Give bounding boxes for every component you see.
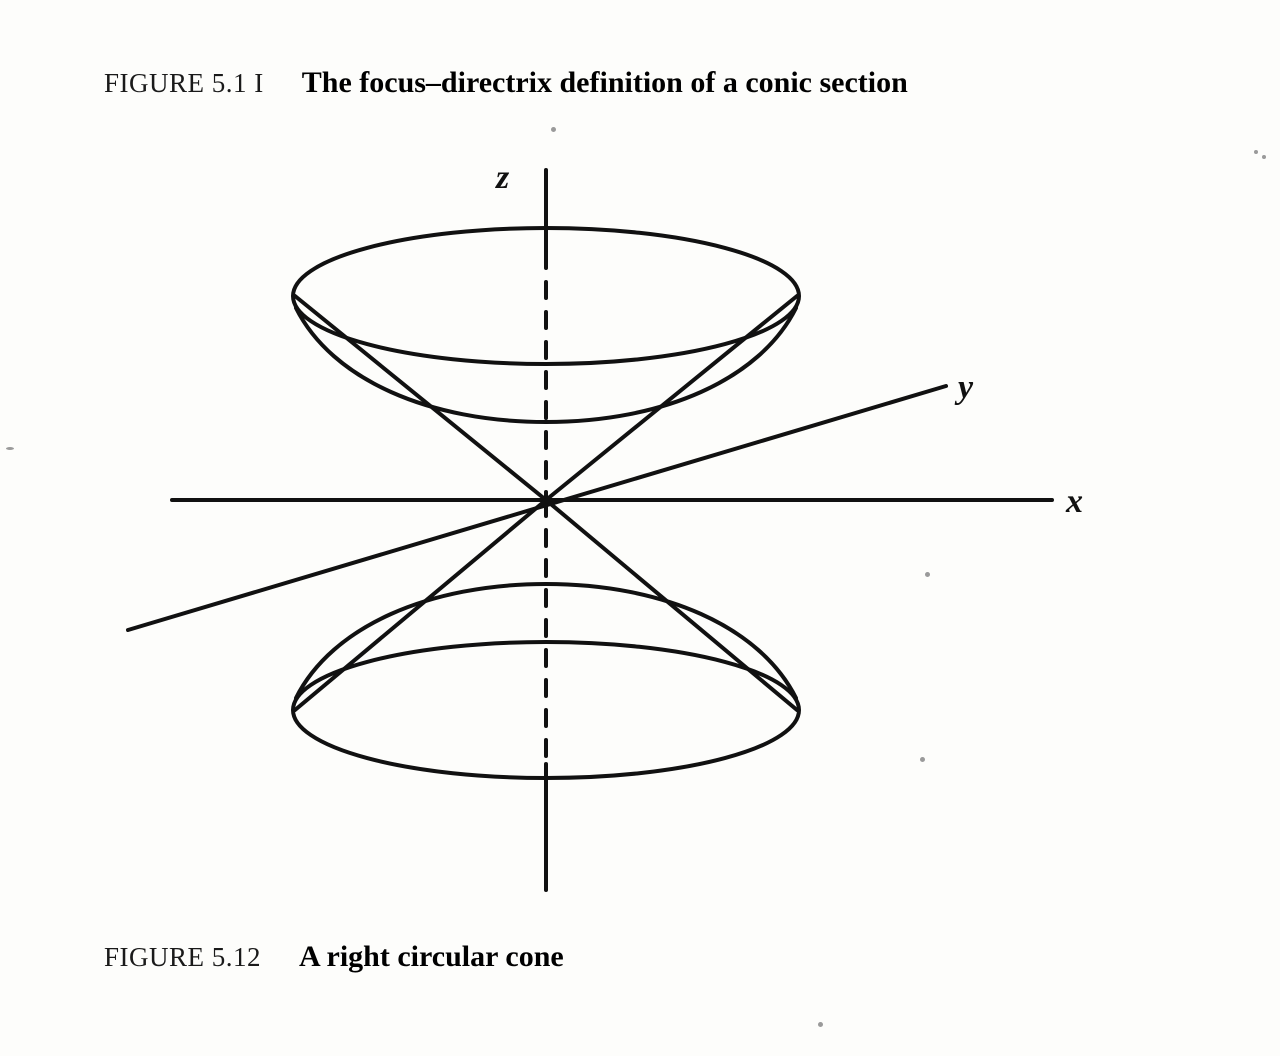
scan-speck bbox=[1254, 150, 1258, 154]
scan-speck bbox=[1262, 155, 1266, 159]
figure-5-12-label: FIGURE 5.12 bbox=[104, 942, 262, 972]
cone-diagram bbox=[100, 130, 1180, 920]
figure-5-12-caption bbox=[104, 940, 564, 974]
scan-speck bbox=[920, 757, 925, 762]
scan-speck bbox=[925, 572, 930, 577]
scan-speck bbox=[551, 127, 556, 132]
figure-5-12-title: A right circular cone bbox=[299, 940, 564, 973]
figure-5-11-label: FIGURE 5.1 I bbox=[104, 68, 264, 98]
lower-cone-slant-left bbox=[295, 500, 546, 710]
scan-speck bbox=[818, 1022, 823, 1027]
y-axis-label: y bbox=[958, 369, 974, 406]
z-axis-label: z bbox=[496, 159, 510, 196]
scan-speck bbox=[6, 447, 14, 450]
x-axis-label: x bbox=[1066, 483, 1083, 520]
figure-5-11-caption bbox=[104, 66, 908, 100]
lower-cone-slant-right bbox=[546, 500, 797, 710]
figure-5-11-title: The focus–directrix definition of a conic section bbox=[301, 66, 908, 99]
upper-cone-slant-left bbox=[295, 296, 546, 500]
